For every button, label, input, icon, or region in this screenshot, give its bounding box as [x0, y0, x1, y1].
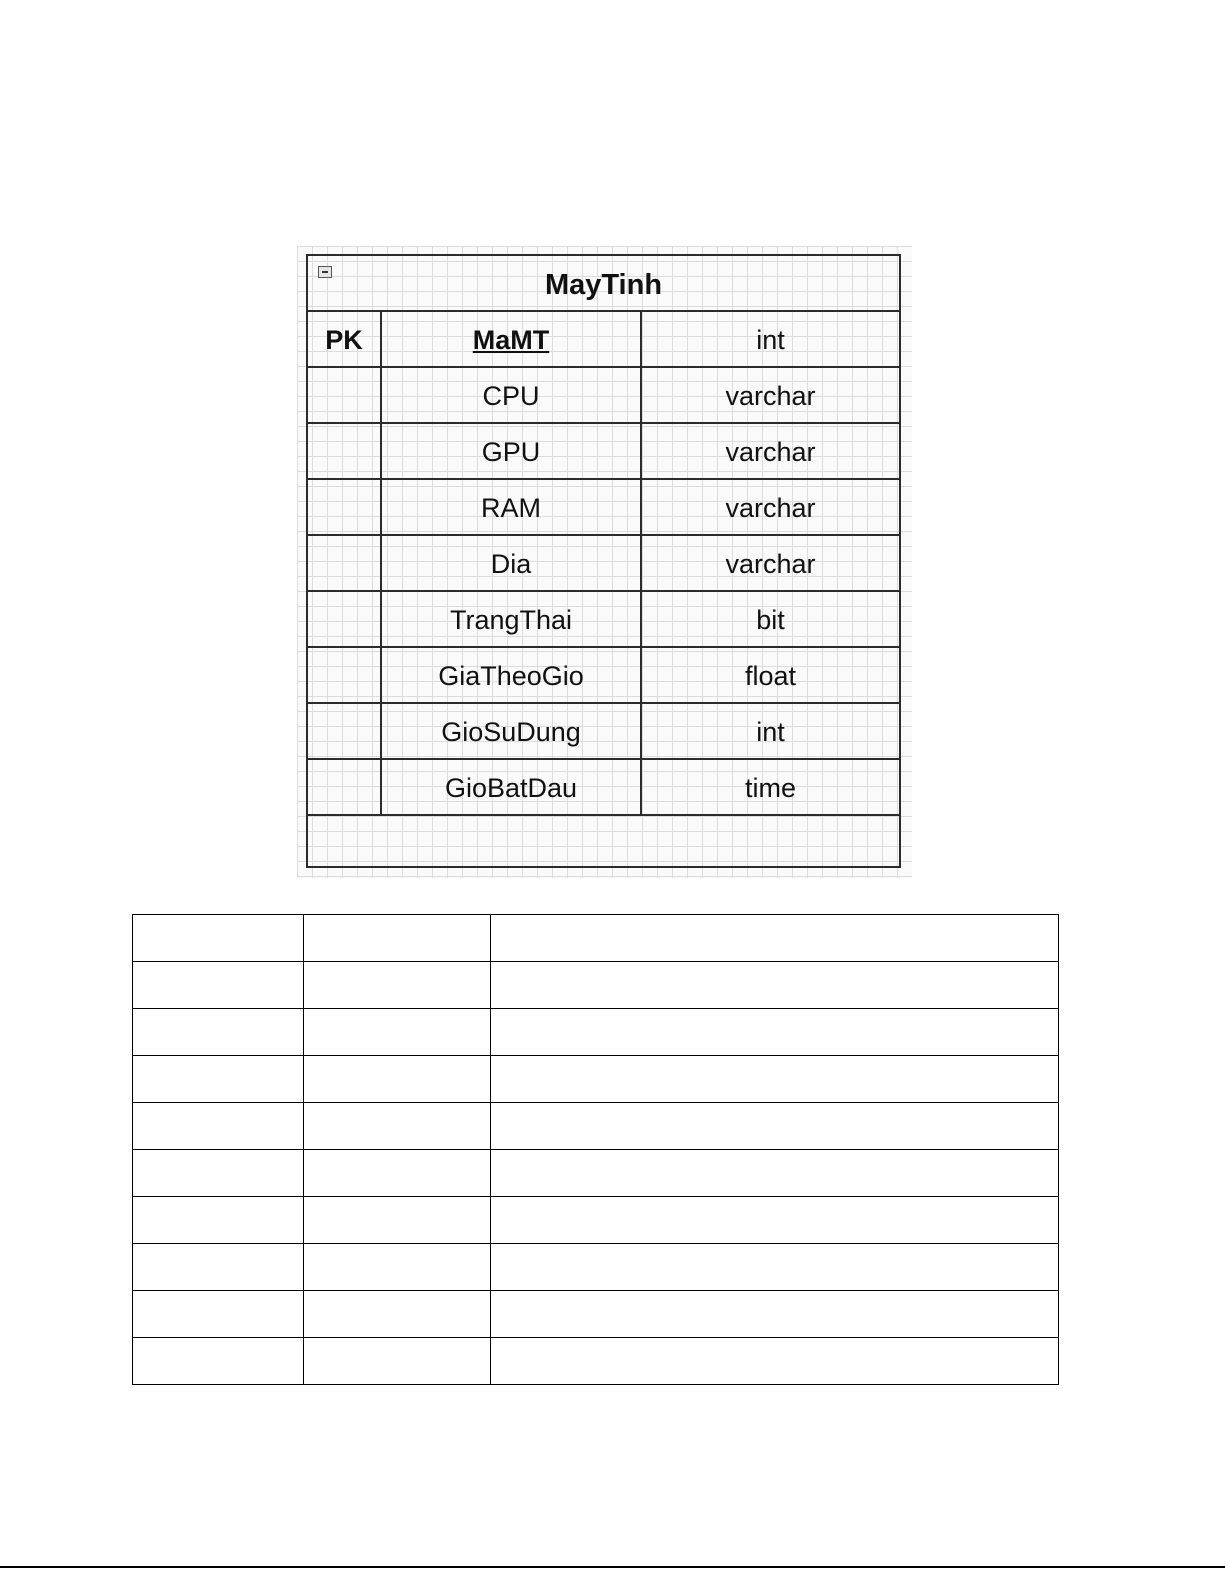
table-cell: [491, 962, 1059, 1009]
column-type: time: [744, 773, 796, 803]
blank-table: [132, 914, 1059, 1385]
column-name: Dia: [382, 536, 642, 590]
table-row: [133, 1291, 1059, 1338]
table-cell: [133, 1291, 304, 1338]
entity-row: [308, 592, 899, 648]
table-cell: [133, 1103, 304, 1150]
table-cell: [304, 962, 491, 1009]
table-cell: [304, 1103, 491, 1150]
column-type: varchar: [725, 549, 816, 579]
table-cell: [304, 1150, 491, 1197]
table-row: [133, 1009, 1059, 1056]
table-cell: [491, 1056, 1059, 1103]
table-row: [133, 1197, 1059, 1244]
table-cell: [491, 1103, 1059, 1150]
key-cell: [308, 760, 382, 814]
table-row: [133, 1056, 1059, 1103]
entity-row: [308, 760, 899, 816]
entity-header: [308, 256, 899, 312]
entity-row: [308, 536, 899, 592]
table-cell: [304, 1056, 491, 1103]
table-row: [133, 1150, 1059, 1197]
table-cell: [133, 1338, 304, 1385]
table-cell: [491, 1244, 1059, 1291]
entity-row: [308, 704, 899, 760]
table-cell: [133, 1056, 304, 1103]
entity-row: [308, 312, 899, 368]
entity-row: [308, 480, 899, 536]
entity-row: [308, 648, 899, 704]
column-type: int: [756, 717, 785, 747]
column-name: GPU: [382, 424, 642, 478]
key-cell: [308, 536, 382, 590]
key-cell: [308, 704, 382, 758]
table-row: [133, 1103, 1059, 1150]
key-cell: [308, 648, 382, 702]
table-cell: [491, 915, 1059, 962]
column-name: MaMT: [382, 312, 642, 366]
table-cell: [304, 1338, 491, 1385]
entity-maytinh[interactable]: [306, 254, 901, 868]
key-cell: [308, 592, 382, 646]
column-type: float: [744, 661, 797, 691]
table-cell: [491, 1150, 1059, 1197]
table-cell: [491, 1338, 1059, 1385]
key-cell: [308, 480, 382, 534]
column-name: RAM: [382, 480, 642, 534]
table-cell: [304, 1197, 491, 1244]
key-cell: [308, 368, 382, 422]
column-name: GioSuDung: [382, 704, 642, 758]
column-type: varchar: [725, 437, 816, 467]
table-row: [133, 915, 1059, 962]
column-type: bit: [756, 605, 785, 635]
column-name: GioBatDau: [382, 760, 642, 814]
key-cell: [308, 424, 382, 478]
table-cell: [304, 1009, 491, 1056]
entity-row: [308, 368, 899, 424]
table-cell: [133, 1244, 304, 1291]
table-cell: [304, 915, 491, 962]
table-cell: [491, 1291, 1059, 1338]
table-cell: [133, 1197, 304, 1244]
table-cell: [491, 1009, 1059, 1056]
key-cell: PK: [308, 312, 382, 366]
table-row: [133, 1244, 1059, 1291]
entity-row: [308, 424, 899, 480]
table-cell: [491, 1197, 1059, 1244]
column-name: TrangThai: [382, 592, 642, 646]
column-type: varchar: [725, 381, 816, 411]
column-type: int: [756, 325, 785, 355]
entity-title: MayTinh: [544, 269, 663, 301]
table-row: [133, 1338, 1059, 1385]
column-name: CPU: [382, 368, 642, 422]
table-row: [133, 962, 1059, 1009]
table-cell: [304, 1291, 491, 1338]
entity-empty-row: [308, 814, 899, 868]
page-bottom-rule: [0, 1566, 1225, 1568]
table-cell: [133, 1150, 304, 1197]
column-type: varchar: [725, 493, 816, 523]
table-cell: [133, 1009, 304, 1056]
column-name: GiaTheoGio: [382, 648, 642, 702]
table-cell: [133, 915, 304, 962]
table-cell: [133, 962, 304, 1009]
table-cell: [304, 1244, 491, 1291]
